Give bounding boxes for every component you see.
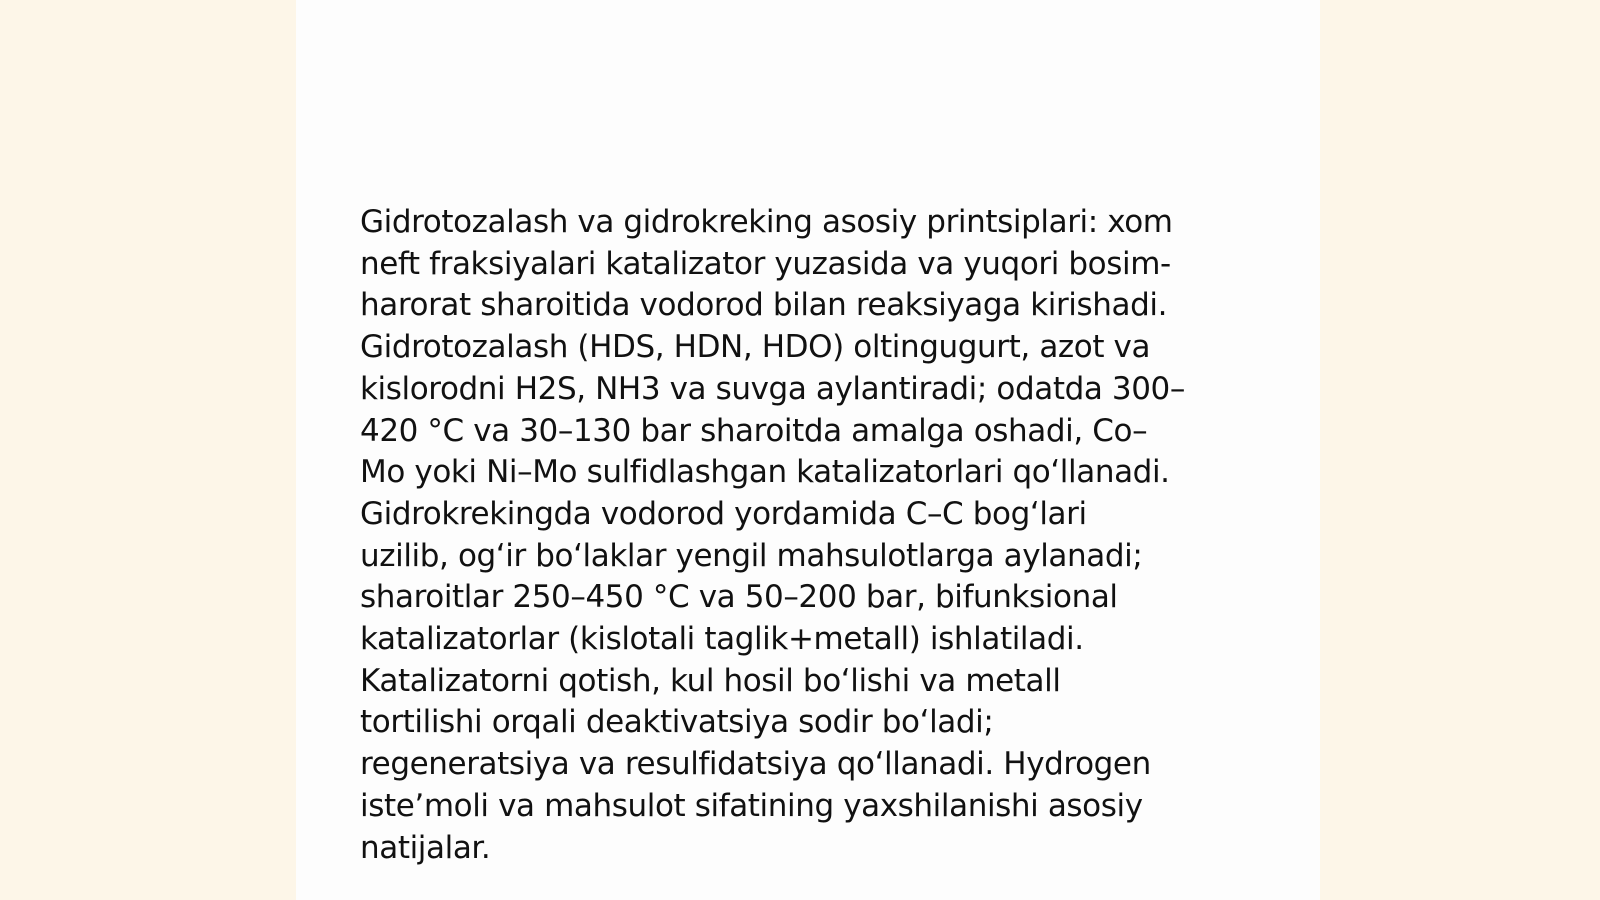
document-page [296, 0, 1320, 900]
paragraph-line: sharoitlar 250–450 °C va 50–200 bar, bifunksional [360, 579, 1118, 616]
paragraph-line: natijalar. [360, 829, 491, 866]
paragraph-line: Gidrokrekingda vodorod yordamida C–C bogʻlari [360, 495, 1087, 532]
paragraph-line: Katalizatorni qotish, kul hosil boʻlishi va metall [360, 662, 1061, 699]
paragraph-line: regeneratsiya va resulfidatsiya qoʻllanadi. Hydrogen [360, 746, 1151, 783]
paragraph-line: Mo yoki Ni–Mo sulfidlashgan katalizatorlari qoʻllanadi. [360, 454, 1170, 491]
paragraph-line: Gidrotozalash (HDS, HDN, HDO) oltingugurt, azot va [360, 329, 1151, 366]
paragraph-line: Gidrotozalash va gidrokreking asosiy printsiplari: xom [360, 204, 1173, 240]
body-paragraph [360, 202, 1260, 869]
paragraph-line: katalizatorlar (kislotali taglik+metall) ishlatiladi. [360, 621, 1084, 658]
paragraph-line: tortilishi orqali deaktivatsiya sodir boʻladi; [360, 704, 994, 741]
paragraph-line: 420 °C va 30–130 bar sharoitda amalga oshadi, Co– [360, 412, 1148, 449]
paragraph-line: isteʼmoli va mahsulot sifatining yaxshilanishi asosiy [360, 787, 1143, 824]
paragraph-line: uzilib, ogʻir boʻlaklar yengil mahsulotlarga aylanadi; [360, 537, 1143, 574]
paragraph-line: kislorodni H2S, NH3 va suvga aylantiradi; odatda 300– [360, 370, 1185, 407]
paragraph-line: harorat sharoitida vodorod bilan reaksiyaga kirishadi. [360, 287, 1168, 324]
paragraph-line: neft fraksiyalari katalizator yuzasida va yuqori bosim- [360, 245, 1171, 282]
